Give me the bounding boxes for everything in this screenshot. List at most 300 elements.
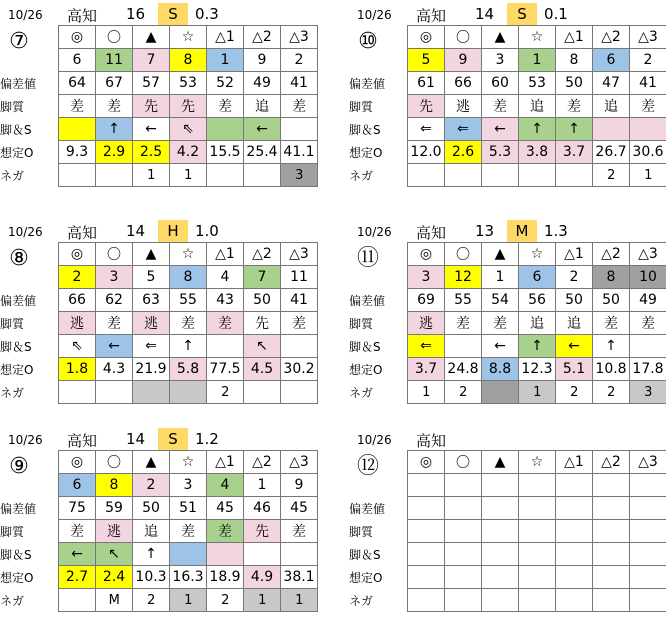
grid-cell: 先 xyxy=(408,95,445,118)
grid-cell: 差 xyxy=(170,520,207,543)
row-label: 脚質 xyxy=(0,525,25,539)
grid-cell: 63 xyxy=(133,289,170,312)
grid-row xyxy=(408,497,666,520)
grid-cell: 1 xyxy=(519,49,556,72)
grid-cell: 差 xyxy=(482,312,519,335)
grid-cell: 4.3 xyxy=(96,358,133,381)
grid-cell xyxy=(556,164,593,187)
mark-header-cell: 〇 xyxy=(96,243,133,266)
grid-cell: 5 xyxy=(133,266,170,289)
grid-cell xyxy=(630,335,666,358)
mark-header-cell: ◎ xyxy=(408,26,445,49)
mark-header-cell: 〇 xyxy=(445,243,482,266)
grid-cell: 逃 xyxy=(445,95,482,118)
grade-value: 1.3 xyxy=(544,222,568,240)
mark-header-cell: ☆ xyxy=(519,243,556,266)
venue-name: 高知 xyxy=(416,7,447,25)
grid-cell: 差 xyxy=(445,312,482,335)
mark-header-cell: △1 xyxy=(556,26,593,49)
grid-cell: 18.9 xyxy=(207,566,244,589)
mark-header-cell: △2 xyxy=(593,243,630,266)
mark-header-cell: △1 xyxy=(207,451,244,474)
mark-header-cell: ◎ xyxy=(59,26,96,49)
race-header xyxy=(349,220,666,242)
grid-row xyxy=(59,543,318,566)
grid-cell xyxy=(556,474,593,497)
grid-cell: 2.5 xyxy=(133,141,170,164)
row-label: 偏差値 xyxy=(0,77,37,91)
grid-cell: 45 xyxy=(281,497,318,520)
mark-header-cell: △3 xyxy=(630,451,666,474)
grid-cell xyxy=(408,566,445,589)
grid-row xyxy=(59,497,318,520)
grid-cell: 7 xyxy=(133,49,170,72)
grid-cell: ↑ xyxy=(519,118,556,141)
grid-cell: 2 xyxy=(593,164,630,187)
mark-header-cell: ☆ xyxy=(519,26,556,49)
grid-cell xyxy=(96,381,133,404)
grid-cell xyxy=(207,335,244,358)
grid-cell: 2.9 xyxy=(96,141,133,164)
grid-cell: 1 xyxy=(207,49,244,72)
grid-cell: 3 xyxy=(170,474,207,497)
grid-cell: M xyxy=(96,589,133,612)
mark-header-cell: ▲ xyxy=(482,26,519,49)
mark-header-cell: △3 xyxy=(281,451,318,474)
prediction-grid xyxy=(407,25,666,187)
grid-cell: ↖ xyxy=(244,335,281,358)
grade-badge: S xyxy=(158,428,188,450)
grid-cell xyxy=(244,164,281,187)
grid-cell: ⇖ xyxy=(59,335,96,358)
mark-header-cell: ◎ xyxy=(408,243,445,266)
race-panel xyxy=(0,428,320,618)
grid-cell: 55 xyxy=(170,289,207,312)
mark-header-cell: ▲ xyxy=(482,451,519,474)
grid-cell: ← xyxy=(59,543,96,566)
grid-cell xyxy=(133,381,170,404)
race-date: 10/26 xyxy=(357,225,392,239)
grid-cell: 差 xyxy=(96,95,133,118)
grid-cell: 41 xyxy=(281,289,318,312)
race-number: ⑪ xyxy=(356,246,379,271)
grade-badge: S xyxy=(507,3,537,25)
row-label: 偏差値 xyxy=(0,294,37,308)
race-panel xyxy=(0,3,320,193)
grid-cell: 59 xyxy=(96,497,133,520)
grid-row xyxy=(408,49,666,72)
mark-header-cell: ☆ xyxy=(170,451,207,474)
grid-cell: 8 xyxy=(593,266,630,289)
grade-badge: H xyxy=(158,220,188,242)
grid-cell: 41 xyxy=(281,72,318,95)
grid-cell: 3.8 xyxy=(519,141,556,164)
grid-cell: ⇐ xyxy=(445,118,482,141)
grid-cell: 43 xyxy=(207,289,244,312)
grid-cell: 2 xyxy=(207,381,244,404)
grid-cell: 8.8 xyxy=(482,358,519,381)
grid-cell xyxy=(281,118,318,141)
row-label: 偏差値 xyxy=(349,502,386,516)
grid-cell xyxy=(445,520,482,543)
grid-cell: 4 xyxy=(207,266,244,289)
grid-cell: ⇐ xyxy=(133,335,170,358)
grid-cell: 2 xyxy=(630,49,666,72)
grid-cell: ⇖ xyxy=(170,118,207,141)
grid-row xyxy=(408,520,666,543)
mark-header-cell: ▲ xyxy=(133,451,170,474)
grid-cell xyxy=(408,497,445,520)
grid-row xyxy=(59,26,318,49)
grid-cell xyxy=(244,543,281,566)
grid-cell: 50 xyxy=(556,72,593,95)
grid-cell xyxy=(170,543,207,566)
grid-cell: 54 xyxy=(482,289,519,312)
grid-cell: 26.7 xyxy=(593,141,630,164)
grid-cell xyxy=(244,381,281,404)
grid-cell: 5.3 xyxy=(482,141,519,164)
grid-cell xyxy=(408,474,445,497)
venue-name: 高知 xyxy=(416,432,447,450)
mark-header-cell: ▲ xyxy=(482,243,519,266)
grid-cell xyxy=(519,497,556,520)
grid-cell: 21.9 xyxy=(133,358,170,381)
row-label: ネガ xyxy=(349,169,374,183)
grid-cell: 47 xyxy=(593,72,630,95)
grid-row xyxy=(408,95,666,118)
grid-cell xyxy=(408,164,445,187)
race-number: ⑩ xyxy=(358,29,378,54)
grid-cell xyxy=(482,164,519,187)
grid-row xyxy=(408,164,666,187)
grid-cell: 1 xyxy=(482,266,519,289)
grade-value: 1.2 xyxy=(195,430,219,448)
grid-cell xyxy=(630,566,666,589)
grid-cell: 2 xyxy=(133,474,170,497)
grid-cell: 2 xyxy=(445,381,482,404)
grid-row xyxy=(408,451,666,474)
grid-cell: 5.8 xyxy=(170,358,207,381)
race-header xyxy=(349,3,666,25)
race-header xyxy=(0,220,320,242)
mark-header-cell: △2 xyxy=(593,26,630,49)
grid-cell: 53 xyxy=(170,72,207,95)
grid-cell: 12.3 xyxy=(519,358,556,381)
grid-cell: 3.7 xyxy=(556,141,593,164)
grid-cell: ↑ xyxy=(96,118,133,141)
grid-cell: 差 xyxy=(281,95,318,118)
grid-cell: 5 xyxy=(408,49,445,72)
grid-cell xyxy=(593,497,630,520)
grid-cell: 2 xyxy=(593,381,630,404)
mark-header-cell: △3 xyxy=(630,243,666,266)
grid-row xyxy=(59,381,318,404)
grid-row xyxy=(59,474,318,497)
grid-row xyxy=(59,589,318,612)
grid-cell: 50 xyxy=(133,497,170,520)
grade-value: 0.3 xyxy=(195,5,219,23)
grid-cell xyxy=(556,589,593,612)
row-label: 脚質 xyxy=(349,525,374,539)
horse-count: 14 xyxy=(126,430,146,448)
grid-cell: 3 xyxy=(281,164,318,187)
grid-cell xyxy=(556,497,593,520)
venue-name: 高知 xyxy=(67,432,98,450)
grid-cell: 41 xyxy=(630,72,666,95)
grid-cell xyxy=(593,520,630,543)
horse-count: 14 xyxy=(126,222,146,240)
grid-cell xyxy=(593,566,630,589)
grid-cell xyxy=(482,520,519,543)
race-number: ⑨ xyxy=(9,454,29,479)
mark-header-cell: 〇 xyxy=(96,26,133,49)
grid-cell: 1 xyxy=(133,164,170,187)
grid-cell: ⇐ xyxy=(408,335,445,358)
grid-row xyxy=(59,95,318,118)
grid-cell: 30.6 xyxy=(630,141,666,164)
grid-row xyxy=(59,164,318,187)
grid-cell: 53 xyxy=(519,72,556,95)
grid-cell: 30.2 xyxy=(281,358,318,381)
grid-cell xyxy=(519,566,556,589)
horse-count: 16 xyxy=(126,5,146,23)
grid-cell xyxy=(408,543,445,566)
grid-row xyxy=(59,358,318,381)
grid-cell: ⇐ xyxy=(408,118,445,141)
race-header xyxy=(0,428,320,450)
grid-cell: 4.2 xyxy=(170,141,207,164)
grid-cell xyxy=(630,497,666,520)
grid-cell xyxy=(96,164,133,187)
grid-cell: 逃 xyxy=(59,312,96,335)
grid-cell: 先 xyxy=(133,95,170,118)
grid-cell: 49 xyxy=(630,289,666,312)
grid-cell xyxy=(630,543,666,566)
mark-header-cell: 〇 xyxy=(445,451,482,474)
grid-row xyxy=(408,474,666,497)
grid-cell: 7 xyxy=(244,266,281,289)
mark-header-cell: △1 xyxy=(556,451,593,474)
grid-cell xyxy=(445,566,482,589)
grid-row xyxy=(59,335,318,358)
grid-cell: 差 xyxy=(593,312,630,335)
grid-row xyxy=(59,141,318,164)
grid-row xyxy=(408,312,666,335)
grid-cell: 差 xyxy=(556,95,593,118)
grid-cell xyxy=(482,589,519,612)
grid-cell: 差 xyxy=(630,312,666,335)
grid-cell xyxy=(593,543,630,566)
grid-cell: 55 xyxy=(445,289,482,312)
row-label: ネガ xyxy=(0,594,25,608)
grid-cell xyxy=(630,589,666,612)
grid-cell xyxy=(556,543,593,566)
row-label: 脚質 xyxy=(0,100,25,114)
race-number: ⑫ xyxy=(356,454,379,479)
grid-cell: 11 xyxy=(96,49,133,72)
grid-cell: 16.3 xyxy=(170,566,207,589)
grid-cell: 逃 xyxy=(96,520,133,543)
grid-row xyxy=(408,26,666,49)
grade-badge: M xyxy=(507,220,537,242)
mark-header-cell: △3 xyxy=(630,26,666,49)
grid-row xyxy=(408,118,666,141)
grid-row xyxy=(59,312,318,335)
grid-cell xyxy=(59,118,96,141)
row-label: 想定O xyxy=(349,571,383,585)
grid-cell: 2 xyxy=(133,589,170,612)
grid-cell: 9.3 xyxy=(59,141,96,164)
grid-cell xyxy=(59,589,96,612)
mark-header-cell: ☆ xyxy=(170,243,207,266)
row-label: 偏差値 xyxy=(349,77,386,91)
grid-cell: 1 xyxy=(281,589,318,612)
grid-cell: 66 xyxy=(445,72,482,95)
grid-row xyxy=(408,589,666,612)
grid-cell: 2 xyxy=(556,266,593,289)
grid-cell: ↑ xyxy=(556,118,593,141)
grid-cell xyxy=(630,520,666,543)
grid-cell: 57 xyxy=(133,72,170,95)
grid-row xyxy=(59,451,318,474)
grid-cell: 3 xyxy=(96,266,133,289)
grid-cell xyxy=(281,543,318,566)
mark-header-cell: ◎ xyxy=(59,451,96,474)
grid-row xyxy=(59,266,318,289)
grid-cell: 51 xyxy=(170,497,207,520)
grid-cell: 11 xyxy=(281,266,318,289)
grid-cell: 差 xyxy=(59,520,96,543)
grid-cell: 45 xyxy=(207,497,244,520)
race-panel xyxy=(349,428,666,618)
grid-cell: 追 xyxy=(244,95,281,118)
grade-badge xyxy=(507,428,537,450)
grid-cell: 差 xyxy=(207,95,244,118)
grid-cell: 25.4 xyxy=(244,141,281,164)
grade-value: 1.0 xyxy=(195,222,219,240)
grid-cell: 10.8 xyxy=(593,358,630,381)
grid-cell: 50 xyxy=(244,289,281,312)
grid-cell xyxy=(408,520,445,543)
grid-row xyxy=(408,72,666,95)
grid-cell: ↖ xyxy=(96,543,133,566)
grid-cell: 60 xyxy=(482,72,519,95)
row-label: ネガ xyxy=(349,386,374,400)
row-label: 想定O xyxy=(349,146,383,160)
grid-row xyxy=(59,289,318,312)
row-label: ネガ xyxy=(0,386,25,400)
grid-cell xyxy=(445,497,482,520)
grid-cell: 75 xyxy=(59,497,96,520)
grid-row xyxy=(59,566,318,589)
mark-header-cell: △2 xyxy=(593,451,630,474)
mark-header-cell: △1 xyxy=(207,243,244,266)
grid-cell xyxy=(519,164,556,187)
grid-cell xyxy=(593,118,630,141)
grid-cell: 6 xyxy=(59,49,96,72)
grid-row xyxy=(408,543,666,566)
prediction-grid xyxy=(58,450,318,612)
grid-cell: 4 xyxy=(207,474,244,497)
grid-cell: 1.8 xyxy=(59,358,96,381)
grid-cell: 差 xyxy=(482,95,519,118)
grid-cell xyxy=(170,381,207,404)
prediction-grid xyxy=(58,25,318,187)
grid-cell: 2.7 xyxy=(59,566,96,589)
grid-cell: ↑ xyxy=(593,335,630,358)
row-label: 脚＆S xyxy=(0,340,32,354)
race-date: 10/26 xyxy=(8,8,43,22)
venue-name: 高知 xyxy=(67,7,98,25)
grid-cell: 2 xyxy=(59,266,96,289)
venue-name: 高知 xyxy=(416,224,447,242)
grid-cell: ← xyxy=(133,118,170,141)
mark-header-cell: 〇 xyxy=(96,451,133,474)
grid-cell: 77.5 xyxy=(207,358,244,381)
grid-cell: 69 xyxy=(408,289,445,312)
grid-cell xyxy=(445,164,482,187)
grid-cell: ↑ xyxy=(133,543,170,566)
grid-cell: 46 xyxy=(244,497,281,520)
grid-cell: 2.6 xyxy=(445,141,482,164)
race-header xyxy=(349,428,666,450)
grid-cell: 9 xyxy=(244,49,281,72)
grid-cell: 10 xyxy=(630,266,666,289)
grid-cell: ← xyxy=(556,335,593,358)
grid-row xyxy=(408,358,666,381)
venue-name: 高知 xyxy=(67,224,98,242)
grid-cell: 逃 xyxy=(133,312,170,335)
race-date: 10/26 xyxy=(8,225,43,239)
grid-cell: 8 xyxy=(170,266,207,289)
mark-header-cell: ◎ xyxy=(59,243,96,266)
horse-count: 13 xyxy=(475,222,495,240)
grid-cell: 9 xyxy=(445,49,482,72)
grid-cell xyxy=(281,381,318,404)
mark-header-cell: ☆ xyxy=(170,26,207,49)
row-label: ネガ xyxy=(349,594,374,608)
grid-cell: 49 xyxy=(244,72,281,95)
grid-cell: 56 xyxy=(519,289,556,312)
row-label: 脚質 xyxy=(0,317,25,331)
row-label: 脚＆S xyxy=(349,340,381,354)
mark-header-cell: △1 xyxy=(556,243,593,266)
grid-cell xyxy=(630,474,666,497)
grid-cell: 6 xyxy=(59,474,96,497)
grid-row xyxy=(59,49,318,72)
grid-cell: ← xyxy=(96,335,133,358)
grid-cell xyxy=(281,335,318,358)
grid-cell: 追 xyxy=(519,95,556,118)
grid-cell xyxy=(445,474,482,497)
grid-cell: 9 xyxy=(281,474,318,497)
grid-cell: 1 xyxy=(519,381,556,404)
grid-cell: 差 xyxy=(207,520,244,543)
grid-row xyxy=(59,72,318,95)
grid-cell xyxy=(519,520,556,543)
row-label: 想定O xyxy=(0,571,34,585)
grid-cell: 3 xyxy=(482,49,519,72)
mark-header-cell: △3 xyxy=(281,26,318,49)
grid-row xyxy=(408,566,666,589)
grid-cell: 2 xyxy=(556,381,593,404)
row-label: 偏差値 xyxy=(0,502,37,516)
grid-cell: 3 xyxy=(630,381,666,404)
mark-header-cell: 〇 xyxy=(445,26,482,49)
race-header xyxy=(0,3,320,25)
race-date: 10/26 xyxy=(8,433,43,447)
race-panel xyxy=(349,3,666,193)
